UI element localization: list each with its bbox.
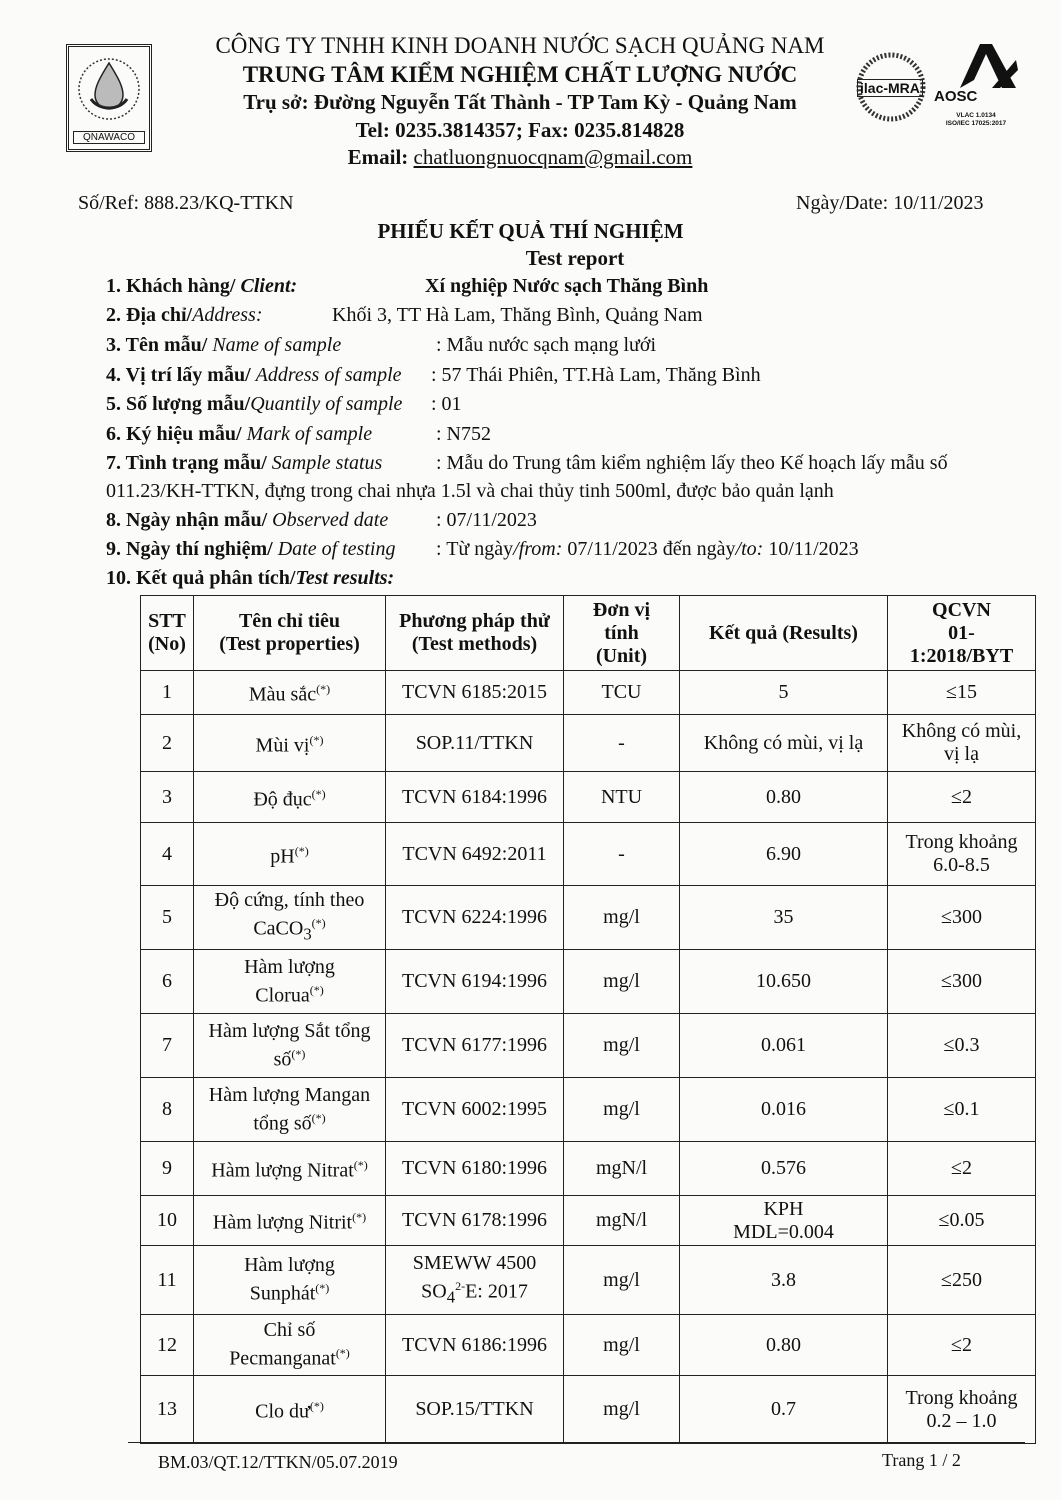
- field-observed-date: 8. Ngày nhận mẫu/ Observed date: [106, 509, 389, 531]
- cell-standard: ≤2: [888, 772, 1036, 823]
- cell-test-property: Hàm lượng Clorua(*): [194, 950, 386, 1014]
- cell-test-property: Hàm lượng Nitrat(*): [194, 1142, 386, 1196]
- cell-unit: TCU: [564, 671, 680, 715]
- cell-standard: ≤0.1: [888, 1078, 1036, 1142]
- cell-test-property: Độ cứng, tính theo CaCO$_3$(*): [194, 886, 386, 950]
- cell-test-property: Mùi vị(*): [194, 715, 386, 772]
- cell-test-property: pH(*): [194, 823, 386, 886]
- field-sample-status: 7. Tình trạng mẫu/ Sample status: [106, 452, 383, 474]
- cell-no: 5: [141, 886, 194, 950]
- cell-test-method: TCVN 6178:1996: [386, 1196, 564, 1246]
- cell-result: 3.8: [680, 1246, 888, 1315]
- table-header-row: [141, 596, 1036, 671]
- cell-test-method: TCVN 6194:1996: [386, 950, 564, 1014]
- cell-result: 35: [680, 886, 888, 950]
- cell-result: 5: [680, 671, 888, 715]
- field-sample-location-value: : 57 Thái Phiên, TT.Hà Lam, Thăng Bình: [431, 364, 761, 386]
- cell-no: 12: [141, 1315, 194, 1376]
- table-row: [141, 1196, 1036, 1246]
- field-address: 2. Địa chỉ/Address:: [106, 304, 263, 326]
- field-client-value: Xí nghiệp Nước sạch Thăng Bình: [425, 275, 709, 297]
- cell-result: 0.80: [680, 1315, 888, 1376]
- cell-unit: -: [564, 715, 680, 772]
- aosc-accreditation: VLAC 1.0134 ISO/IEC 17025:2017: [945, 112, 1007, 127]
- field-sample-mark: 6. Ký hiệu mẫu/ Mark of sample: [106, 423, 373, 445]
- cell-result: 0.576: [680, 1142, 888, 1196]
- cell-unit: -: [564, 823, 680, 886]
- aosc-text: AOSC: [934, 88, 978, 105]
- cell-standard: ≤0.05: [888, 1196, 1036, 1246]
- cell-no: 6: [141, 950, 194, 1014]
- field-sample-status-value: : Mẫu do Trung tâm kiểm nghiệm lấy theo Kế hoạch lấy mẫu số: [436, 452, 948, 474]
- cell-no: 13: [141, 1376, 194, 1444]
- field-sample-name-value: : Mẫu nước sạch mạng lưới: [436, 334, 657, 356]
- aosc-logo: [930, 40, 1025, 135]
- cell-unit: NTU: [564, 772, 680, 823]
- cell-test-property: Chỉ số Pecmanganat(*): [194, 1315, 386, 1376]
- cell-standard: ≤2: [888, 1315, 1036, 1376]
- cell-unit: mg/l: [564, 886, 680, 950]
- header-unit: Đơn vị tính (Unit): [564, 596, 680, 671]
- header-test-property: Tên chỉ tiêu (Test properties): [194, 596, 386, 671]
- cell-test-method: SMEWW 4500 $SO_4^{2-}E$: 2017: [386, 1246, 564, 1315]
- table-row: [141, 1142, 1036, 1196]
- cell-test-method: TCVN 6180:1996: [386, 1142, 564, 1196]
- table-row: [141, 715, 1036, 772]
- cell-result: 10.650: [680, 950, 888, 1014]
- cell-test-method: SOP.15/TTKN: [386, 1376, 564, 1444]
- cell-unit: mgN/l: [564, 1142, 680, 1196]
- cell-test-property: Hàm lượng Nitrit(*): [194, 1196, 386, 1246]
- cell-standard: Không có mùi, vị lạ: [888, 715, 1036, 772]
- table-row: [141, 886, 1036, 950]
- cell-test-method: TCVN 6177:1996: [386, 1014, 564, 1078]
- ilac-mra-logo: [855, 45, 927, 125]
- header-no: STT (No): [141, 596, 194, 671]
- cell-test-method: TCVN 6002:1995: [386, 1078, 564, 1142]
- cell-test-method: TCVN 6186:1996: [386, 1315, 564, 1376]
- cell-standard: ≤0.3: [888, 1014, 1036, 1078]
- email-link[interactable]: chatluongnuocqnam@gmail.com: [413, 145, 693, 169]
- table-row: [141, 1315, 1036, 1376]
- ilac-mra-text: ilac-MRA: [857, 79, 923, 97]
- footer-divider: [128, 1442, 1025, 1443]
- company-name: CÔNG TY TNHH KINH DOANH NƯỚC SẠCH QUẢNG NAM: [215, 33, 825, 58]
- cell-test-method: TCVN 6492:2011: [386, 823, 564, 886]
- cell-test-method: TCVN 6224:1996: [386, 886, 564, 950]
- table-row: [141, 1014, 1036, 1078]
- cell-test-method: TCVN 6184:1996: [386, 772, 564, 823]
- cell-standard: ≤15: [888, 671, 1036, 715]
- cell-test-property: Hàm lượng Mangan tổng số(*): [194, 1078, 386, 1142]
- cell-result: 0.061: [680, 1014, 888, 1078]
- cell-result: Không có mùi, vị lạ: [680, 715, 888, 772]
- field-client: 1. Khách hàng/ Client:: [106, 275, 298, 297]
- cell-result: 0.016: [680, 1078, 888, 1142]
- cell-standard: ≤300: [888, 950, 1036, 1014]
- reference-number: Số/Ref: 888.23/KQ-TTKN: [78, 192, 294, 214]
- field-sample-location: 4. Vị trí lấy mẫu/ Address of sample: [106, 364, 402, 386]
- field-testing-date-value: : Từ ngày/from: 07/11/2023 đến ngày/to: 10/11/2023: [436, 538, 859, 560]
- center-name: TRUNG TÂM KIỂM NGHIỆM CHẤT LƯỢNG NƯỚC: [242, 62, 798, 87]
- field-sample-quantity: 5. Số lượng mẫu/Quantily of sample: [106, 393, 403, 415]
- cell-no: 9: [141, 1142, 194, 1196]
- cell-no: 8: [141, 1078, 194, 1142]
- results-table: [140, 595, 1036, 1444]
- cell-no: 1: [141, 671, 194, 715]
- cell-unit: mg/l: [564, 1376, 680, 1444]
- cell-unit: mgN/l: [564, 1196, 680, 1246]
- cell-test-method: TCVN 6185:2015: [386, 671, 564, 715]
- cell-test-property: Hàm lượng Sunphát(*): [194, 1246, 386, 1315]
- cell-test-method: SOP.11/TTKN: [386, 715, 564, 772]
- cell-standard: Trong khoảng 0.2 – 1.0: [888, 1376, 1036, 1444]
- email-label: Email:: [347, 145, 409, 169]
- field-test-results: 10. Kết quả phân tích/Test results:: [106, 567, 395, 589]
- table-row: [141, 1376, 1036, 1444]
- phone-fax: Tel: 0235.3814357; Fax: 0235.814828: [355, 118, 685, 142]
- table-row: [141, 1078, 1036, 1142]
- cell-no: 4: [141, 823, 194, 886]
- cell-standard: ≤300: [888, 886, 1036, 950]
- cell-result: 0.80: [680, 772, 888, 823]
- cell-no: 2: [141, 715, 194, 772]
- email-line: [160, 145, 880, 170]
- cell-unit: mg/l: [564, 950, 680, 1014]
- table-row: [141, 1246, 1036, 1315]
- company-logo: [66, 44, 152, 152]
- table-row: [141, 671, 1036, 715]
- report-subtitle: Test report: [525, 246, 625, 270]
- cell-no: 7: [141, 1014, 194, 1078]
- header-result: Kết quả (Results): [680, 596, 888, 671]
- field-sample-mark-value: : N752: [436, 423, 491, 445]
- cell-result: 0.7: [680, 1376, 888, 1444]
- cell-standard: ≤2: [888, 1142, 1036, 1196]
- cell-unit: mg/l: [564, 1078, 680, 1142]
- cell-test-property: Clo dư(*): [194, 1376, 386, 1444]
- header-test-method: Phương pháp thử (Test methods): [386, 596, 564, 671]
- cell-no: 11: [141, 1246, 194, 1315]
- form-code: BM.03/QT.12/TTKN/05.07.2019: [158, 1452, 398, 1472]
- field-sample-name: 3. Tên mẫu/ Name of sample: [106, 334, 342, 356]
- cell-result: 6.90: [680, 823, 888, 886]
- cell-test-property: Hàm lượng Sắt tổng số(*): [194, 1014, 386, 1078]
- field-sample-quantity-value: : 01: [431, 393, 462, 415]
- table-row: [141, 772, 1036, 823]
- cell-unit: mg/l: [564, 1014, 680, 1078]
- table-row: [141, 823, 1036, 886]
- cell-no: 10: [141, 1196, 194, 1246]
- cell-result: KPH MDL=0.004: [680, 1196, 888, 1246]
- field-sample-status-value-cont: 011.23/KH-TTKN, đựng trong chai nhựa 1.5l và chai thủy tinh 500ml, được bảo quản lạnh: [106, 480, 834, 502]
- field-testing-date: 9. Ngày thí nghiệm/ Date of testing: [106, 538, 396, 560]
- cell-unit: mg/l: [564, 1246, 680, 1315]
- cell-test-property: Màu sắc(*): [194, 671, 386, 715]
- cell-unit: mg/l: [564, 1315, 680, 1376]
- field-address-value: Khối 3, TT Hà Lam, Thăng Bình, Quảng Nam: [332, 304, 703, 326]
- header-standard: QCVN 01- 1:2018/BYT: [888, 596, 1036, 671]
- table-row: [141, 950, 1036, 1014]
- page-number: Trang 1 / 2: [882, 1450, 961, 1470]
- cell-no: 3: [141, 772, 194, 823]
- office-address: Trụ sở: Đường Nguyễn Tất Thành - TP Tam Kỳ - Quảng Nam: [243, 90, 797, 114]
- field-observed-date-value: : 07/11/2023: [436, 509, 537, 531]
- cell-standard: Trong khoảng 6.0-8.5: [888, 823, 1036, 886]
- cell-standard: ≤250: [888, 1246, 1036, 1315]
- company-logo-tag: QNAWACO: [73, 131, 145, 144]
- cell-test-property: Độ đục(*): [194, 772, 386, 823]
- report-date: Ngày/Date: 10/11/2023: [796, 192, 984, 214]
- report-title: PHIẾU KẾT QUẢ THÍ NGHIỆM: [377, 219, 684, 243]
